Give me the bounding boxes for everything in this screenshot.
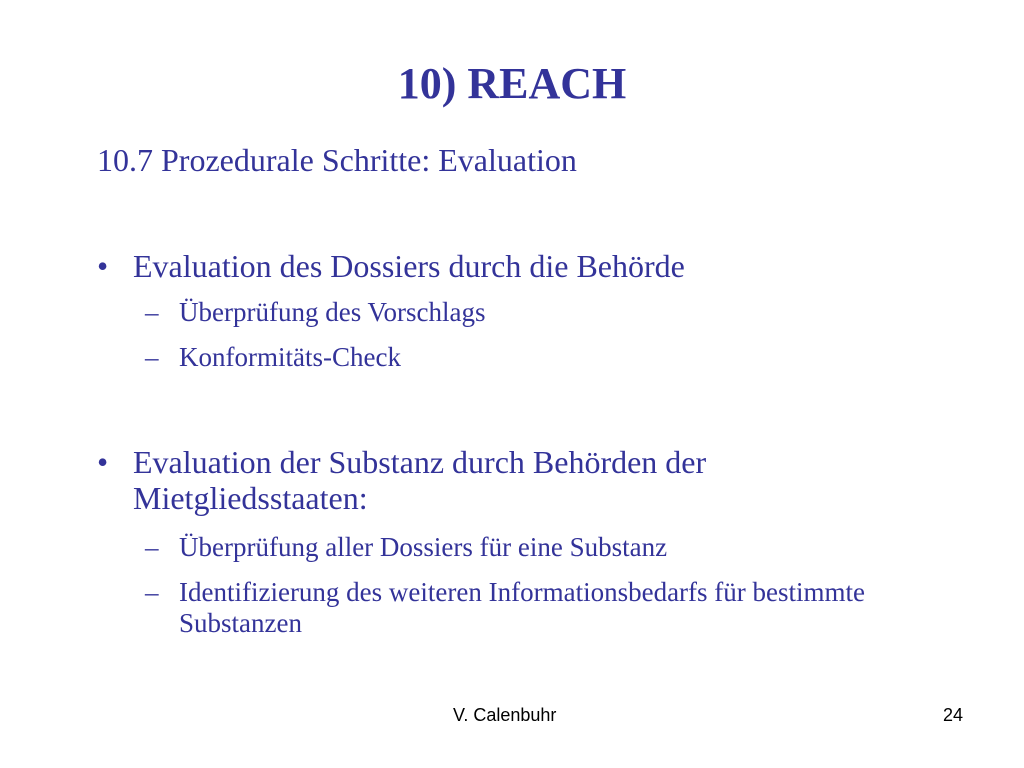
- sub-item-text: Identifizierung des weiteren Informationsbedarfs für bestimmte Substanzen: [179, 577, 866, 638]
- sub-item-text: Überprüfung des Vorschlags: [179, 297, 486, 327]
- bullet-group-2: [97, 444, 927, 639]
- bullet-item: [97, 444, 927, 516]
- dash-marker: –: [145, 577, 159, 607]
- bullet-marker: •: [97, 444, 109, 480]
- slide-title: 10) REACH: [397, 59, 627, 108]
- sub-item: [97, 297, 927, 328]
- sub-item-text: Konformitäts-Check: [179, 342, 401, 372]
- footer-author: V. Calenbuhr: [453, 705, 557, 725]
- bullet-item: [97, 248, 927, 284]
- slide-subtitle: 10.7 Prozedurale Schritte: Evaluation: [97, 142, 577, 178]
- bullet-text: Evaluation des Dossiers durch die Behörde: [133, 248, 685, 284]
- dash-marker: –: [145, 532, 159, 562]
- sub-item-text: Überprüfung aller Dossiers für eine Substanz: [179, 532, 668, 562]
- bullet-text: Evaluation der Substanz durch Behörden der Mietgliedsstaaten:: [133, 444, 707, 516]
- sub-item: [97, 577, 927, 639]
- bullet-group-1: [97, 248, 927, 373]
- sub-item: [97, 532, 927, 563]
- dash-marker: –: [145, 297, 159, 327]
- page-number: 24: [943, 705, 964, 725]
- bullet-marker: •: [97, 248, 109, 284]
- sub-item: [97, 342, 927, 373]
- dash-marker: –: [145, 342, 159, 372]
